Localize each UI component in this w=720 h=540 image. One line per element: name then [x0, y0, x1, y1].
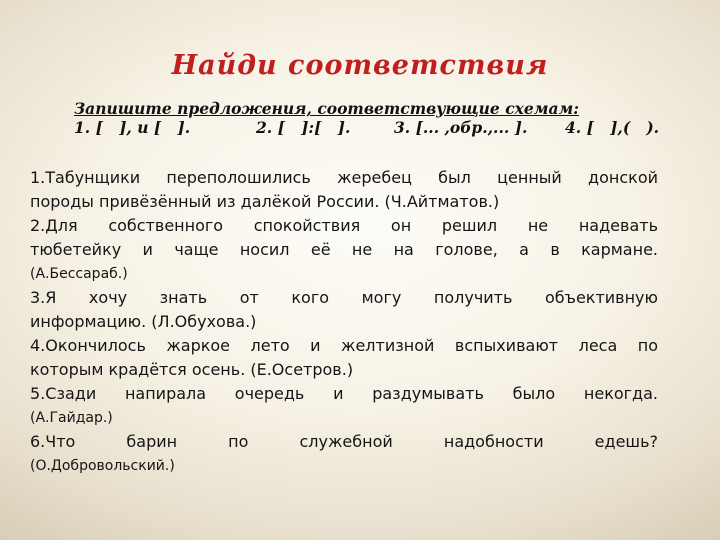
sentence-6-source: (О.Добровольский.) — [30, 458, 175, 474]
scheme-1: 1. [ ], и [ ]. — [74, 118, 191, 137]
sentence-list — [30, 166, 658, 478]
sentence-3-line-2: информацию. (Л.Обухова.) — [30, 312, 257, 331]
scheme-2: 2. [ ]:[ ]. — [256, 118, 351, 137]
sentence-1-line-1: 1.Табунщики переполошились жеребец был ценный донской — [30, 168, 658, 187]
sentence-6-line-1: 6.Что барин по служебной надобности едешь? — [30, 432, 658, 451]
scheme-3: 3. [... ,обр.,... ]. — [394, 118, 528, 137]
sentence-1-line-2: породы привёзённый из далёкой России. (Ч.Айтматов.) — [30, 192, 500, 211]
slide-title: Найди соответствия — [171, 50, 549, 81]
sentence-4-line-2: которым крадётся осень. (Е.Осетров.) — [30, 360, 354, 379]
sentence-2-line-1: 2.Для собственного спокойствия он решил не надевать — [30, 216, 658, 235]
scheme-4: 4. [ ],( ). — [565, 118, 660, 137]
sentence-5-source: (А.Гайдар.) — [30, 410, 113, 426]
sentence-2-source: (А.Бессараб.) — [30, 266, 128, 282]
sentence-5-line-1: 5.Сзади напирала очередь и раздумывать было некогда. — [30, 384, 658, 403]
sentence-2-line-2: тюбетейку и чаще носил её не на голове, а в кармане. — [30, 240, 658, 259]
scheme-list — [0, 118, 720, 142]
sentence-4-line-1: 4.Окончилось жаркое лето и желтизной вспыхивают леса по — [30, 336, 658, 355]
task-instruction: Запишите предложения, соответствующие схемам: — [74, 99, 579, 118]
sentence-3-line-1: 3.Я хочу знать от кого могу получить объективную — [30, 288, 658, 307]
